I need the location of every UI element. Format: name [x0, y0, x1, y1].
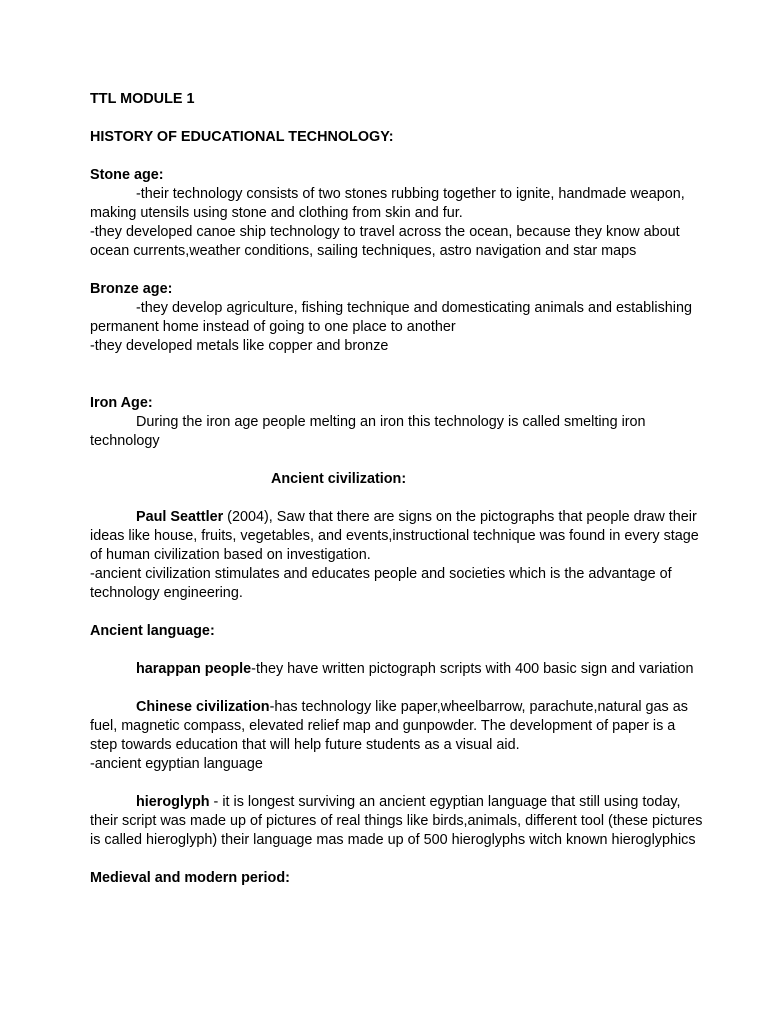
stone-age-line: ocean currents,weather conditions, sailing techniques, astro navigation and star maps: [90, 243, 637, 259]
term-hieroglyph: hieroglyph: [136, 794, 210, 810]
hieroglyph-line: their script was made up of pictures of real things like birds,animals, different tool (these pictures: [90, 813, 703, 829]
stone-age-line: -their technology consists of two stones rubbing together to ignite, handmade weapon,: [136, 186, 685, 202]
hieroglyph-first-line: [90, 793, 690, 812]
ancient-civilization-line: ideas like house, fruits, vegetables, and events,instructional technique was found in every stage: [90, 528, 699, 544]
ancient-civilization-line: of human civilization based on investigation.: [90, 547, 371, 563]
medieval-heading: Medieval and modern period:: [90, 870, 290, 886]
ancient-language-heading: Ancient language:: [90, 623, 215, 639]
spacer: [90, 356, 690, 394]
chinese-line: step towards education that will help future students as a visual aid.: [90, 737, 520, 753]
paragraph-text: -they have written pictograph scripts with 400 basic sign and variation: [251, 661, 694, 677]
spacer: [90, 489, 690, 508]
spacer: [90, 850, 690, 869]
stone-age-line: making utensils using stone and clothing from skin and fur.: [90, 205, 463, 221]
spacer: [90, 451, 690, 470]
paragraph-text: -has technology like paper,wheelbarrow, parachute,natural gas as: [269, 699, 688, 715]
spacer: [90, 109, 690, 128]
iron-age-line: technology: [90, 433, 160, 449]
spacer: [90, 147, 690, 166]
iron-age-heading: Iron Age:: [90, 395, 153, 411]
bronze-age-line: -they develop agriculture, fishing technique and domesticating animals and establishing: [136, 300, 692, 316]
stone-age-line: -they developed canoe ship technology to travel across the ocean, because they know about: [90, 224, 680, 240]
spacer: [90, 774, 690, 793]
ancient-civilization-first-line: [90, 508, 697, 527]
spacer: [90, 641, 690, 660]
paragraph-text: - it is longest surviving an ancient egyptian language that still using today,: [209, 794, 681, 810]
ancient-civilization-line: -ancient civilization stimulates and educates people and societies which is the advantage of: [90, 566, 672, 582]
author-name: Paul Seattler: [136, 509, 224, 525]
spacer: [90, 603, 690, 622]
document-title: TTL MODULE 1: [90, 91, 195, 107]
bronze-age-heading: Bronze age:: [90, 281, 173, 297]
bronze-age-line: -they developed metals like copper and bronze: [90, 338, 389, 354]
ancient-civilization-line: technology engineering.: [90, 585, 243, 601]
chinese-line: fuel, magnetic compass, elevated relief map and gunpowder. The development of paper is a: [90, 718, 676, 734]
term-harappan: harappan people: [136, 661, 252, 677]
main-heading: HISTORY OF EDUCATIONAL TECHNOLOGY:: [90, 129, 394, 145]
document-page: [90, 90, 703, 888]
ancient-civilization-heading: Ancient civilization:: [271, 471, 407, 487]
spacer: [90, 679, 690, 698]
hieroglyph-line: is called hieroglyph) their language mas made up of 500 hieroglyphs witch known hieroglyphics: [90, 832, 696, 848]
stone-age-heading: Stone age:: [90, 167, 164, 183]
spacer: [90, 261, 690, 280]
chinese-line: -ancient egyptian language: [90, 756, 263, 772]
paragraph-text: (2004), Saw that there are signs on the pictographs that people draw their: [223, 509, 697, 525]
chinese-first-line: [90, 698, 690, 717]
term-chinese: Chinese civilization: [136, 699, 270, 715]
iron-age-line: During the iron age people melting an iron this technology is called smelting iron: [136, 414, 646, 430]
harappan-line: [90, 660, 694, 679]
bronze-age-line: permanent home instead of going to one place to another: [90, 319, 456, 335]
